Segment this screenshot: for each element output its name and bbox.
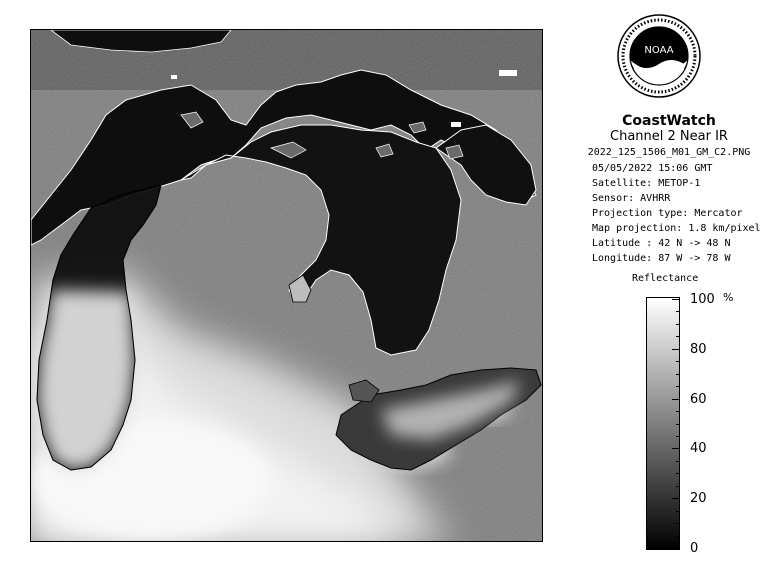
colorbar-minor-tick: [676, 374, 680, 375]
colorbar-minor-tick: [676, 486, 680, 487]
logo-text: NOAA: [644, 45, 674, 56]
projection-type: Projection type: Mercator: [592, 208, 743, 219]
colorbar: [646, 297, 680, 550]
colorbar-minor-tick: [676, 461, 680, 462]
colorbar-minor-tick: [676, 411, 680, 412]
colorbar-minor-tick: [676, 336, 680, 337]
colorbar-tick: [672, 548, 680, 549]
colorbar-tick: [672, 299, 680, 300]
noaa-logo: [617, 14, 701, 98]
colorbar-tick: [672, 399, 680, 400]
colorbar-minor-tick: [676, 536, 680, 537]
colorbar-unit: %: [723, 291, 734, 304]
colorbar-minor-tick: [676, 361, 680, 362]
colorbar-title: Reflectance: [632, 273, 699, 284]
colorbar-tick-label: 80: [690, 342, 707, 357]
colorbar-minor-tick: [676, 511, 680, 512]
colorbar-tick-label: 100: [690, 292, 715, 307]
colorbar-tick-label: 40: [690, 441, 707, 456]
sensor: Sensor: AVHRR: [592, 193, 671, 204]
colorbar-minor-tick: [676, 386, 680, 387]
map-svg: [31, 30, 543, 542]
colorbar-minor-tick: [676, 523, 680, 524]
colorbar-minor-tick: [676, 436, 680, 437]
longitude: Longitude: 87 W -> 78 W: [592, 253, 731, 264]
colorbar-tick: [672, 349, 680, 350]
colorbar-tick: [672, 448, 680, 449]
colorbar-minor-tick: [676, 473, 680, 474]
channel-title: Channel 2 Near IR: [610, 129, 728, 144]
colorbar-minor-tick: [676, 424, 680, 425]
map-projection: Map projection: 1.8 km/pixel: [592, 223, 761, 234]
colorbar-tick-label: 60: [690, 392, 707, 407]
colorbar-tick: [672, 498, 680, 499]
satellite: Satellite: METOP-1: [592, 178, 701, 189]
colorbar-tick-label: 0: [690, 541, 699, 556]
colorbar-minor-tick: [676, 311, 680, 312]
date-time: 05/05/2022 15:06 GMT: [592, 163, 713, 174]
latitude: Latitude : 42 N -> 48 N: [592, 238, 731, 249]
colorbar-tick-label: 20: [690, 491, 707, 506]
program-title: CoastWatch: [622, 113, 716, 129]
satellite-image: [30, 29, 543, 542]
filename: 2022_125_1506_M01_GM_C2.PNG: [587, 147, 751, 158]
colorbar-minor-tick: [676, 324, 680, 325]
